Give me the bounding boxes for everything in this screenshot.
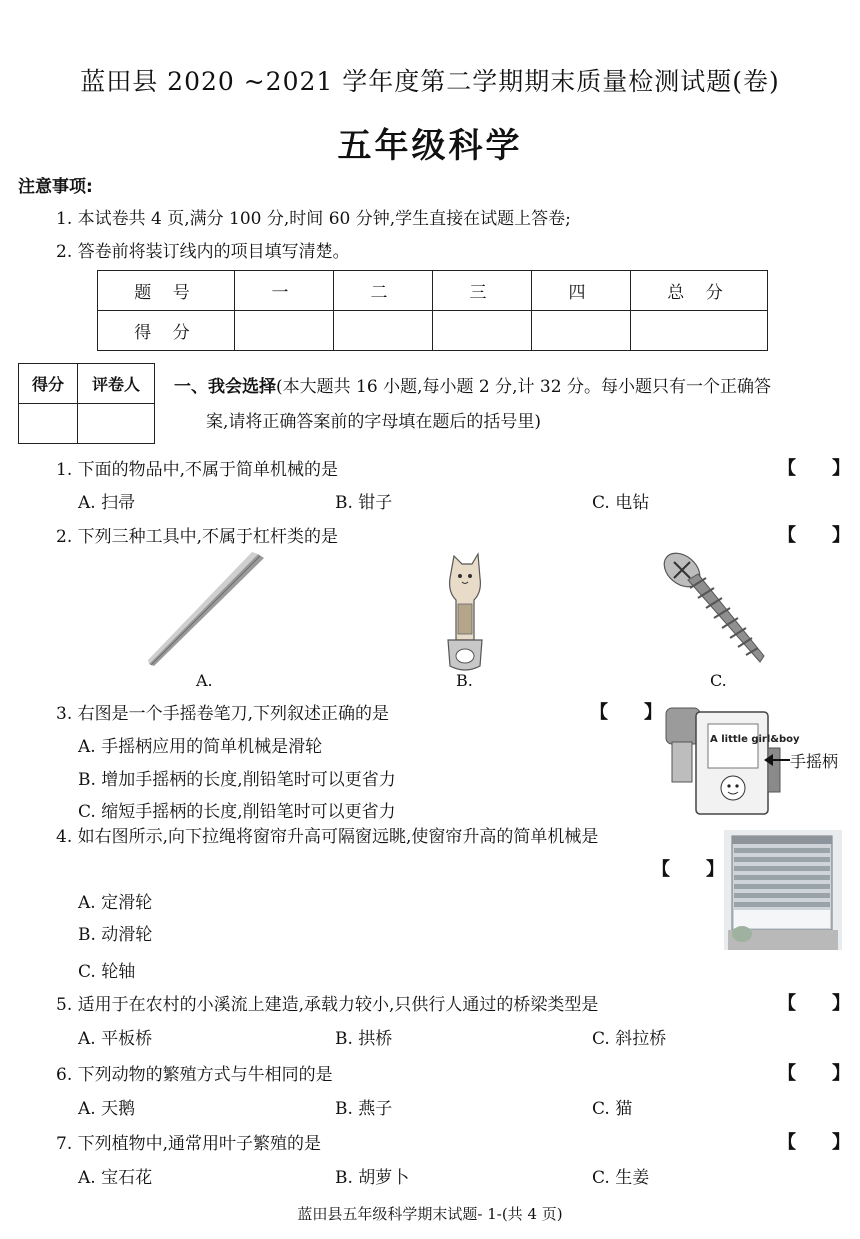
- crank-handle-label: 手摇柄: [790, 752, 839, 771]
- question-3-option-b: B. 增加手摇柄的长度,削铅笔时可以更省力: [78, 770, 396, 790]
- question-4-option-a: A. 定滑轮: [78, 893, 153, 913]
- note-item-2: 2. 答卷前将装订线内的项目填写清楚。: [56, 242, 350, 262]
- question-7-option-a: A. 宝石花: [78, 1168, 153, 1188]
- page-footer: 蓝田县五年级科学期末试题- 1-(共 4 页): [297, 1205, 563, 1223]
- grader-score-input[interactable]: [19, 404, 78, 444]
- question-3-option-c: C. 缩短手摇柄的长度,削铅笔时可以更省力: [78, 802, 396, 822]
- note-item-1: 1. 本试卷共 4 页,满分 100 分,时间 60 分钟,学生直接在试题上答卷;: [56, 209, 571, 229]
- section-1-title: [174, 372, 771, 397]
- score-header-cell: 题 号: [98, 271, 235, 311]
- score-input-cell[interactable]: [532, 311, 631, 351]
- question-2-option-a: A.: [196, 671, 213, 690]
- question-1-option-c: C. 电钻: [592, 493, 650, 513]
- score-header-cell: 四: [532, 271, 631, 311]
- question-7-answer-bracket[interactable]: 【 】: [778, 1132, 850, 1153]
- score-input-cell[interactable]: [433, 311, 532, 351]
- question-7-option-b: B. 胡萝卜: [335, 1168, 410, 1188]
- question-2-answer-bracket[interactable]: 【 】: [778, 525, 850, 546]
- question-5-stem: 5. 适用于在农村的小溪流上建造,承载力较小,只供行人通过的桥梁类型是: [56, 995, 599, 1015]
- grader-box: [18, 363, 155, 444]
- exam-subject: 五年级科学: [337, 126, 523, 166]
- screw-image: [660, 548, 780, 672]
- score-table-score-row: [98, 311, 768, 351]
- score-header-cell: 二: [334, 271, 433, 311]
- score-header-cell: 三: [433, 271, 532, 311]
- question-5-option-b: B. 拱桥: [335, 1029, 393, 1049]
- score-header-cell: 总 分: [631, 271, 768, 311]
- question-4-option-c: C. 轮轴: [78, 962, 136, 982]
- section-1-title-line1: (本大题共 16 小题,每小题 2 分,计 32 分。每小题只有一个正确答: [276, 377, 771, 397]
- question-3-stem: 3. 右图是一个手摇卷笔刀,下列叙述正确的是: [56, 704, 390, 724]
- question-1-answer-bracket[interactable]: 【 】: [778, 458, 850, 479]
- question-4-option-b: B. 动滑轮: [78, 925, 153, 945]
- exam-title: 蓝田县 2020 ~2021 学年度第二学期期末质量检测试题(卷): [80, 67, 780, 96]
- question-1-stem: 1. 下面的物品中,不属于简单机械的是: [56, 460, 339, 480]
- score-table: [97, 270, 768, 351]
- question-2-option-b: B.: [456, 671, 473, 690]
- grader-name-input[interactable]: [78, 404, 155, 444]
- question-6-answer-bracket[interactable]: 【 】: [778, 1063, 850, 1084]
- score-input-cell[interactable]: [334, 311, 433, 351]
- question-1-option-b: B. 钳子: [335, 493, 393, 513]
- question-6-option-a: A. 天鹅: [78, 1099, 136, 1119]
- score-row-label: 得 分: [98, 311, 235, 351]
- tweezers-image: [140, 548, 270, 673]
- question-5-answer-bracket[interactable]: 【 】: [778, 993, 850, 1014]
- question-3-option-a: A. 手摇柄应用的简单机械是滑轮: [78, 737, 323, 757]
- question-4-answer-bracket[interactable]: 【 】: [652, 859, 724, 880]
- question-6-stem: 6. 下列动物的繁殖方式与牛相同的是: [56, 1065, 333, 1085]
- bottle-opener-image: [418, 548, 510, 676]
- section-1-title-bold: 一、我会选择: [174, 377, 276, 397]
- question-4-stem: 4. 如右图所示,向下拉绳将窗帘升高可隔窗远眺,使窗帘升高的简单机械是: [56, 827, 599, 847]
- notes-heading: 注意事项:: [18, 177, 93, 197]
- grader-score-label: 得分: [19, 364, 78, 404]
- question-7-stem: 7. 下列植物中,通常用叶子繁殖的是: [56, 1134, 322, 1154]
- sharpener-brand-text: A little girl&boy: [710, 734, 800, 745]
- score-table-header-row: [98, 271, 768, 311]
- question-6-option-b: B. 燕子: [335, 1099, 393, 1119]
- arrow-icon: [764, 752, 790, 768]
- question-5-option-a: A. 平板桥: [78, 1029, 153, 1049]
- score-input-cell[interactable]: [631, 311, 768, 351]
- question-7-option-c: C. 生姜: [592, 1168, 650, 1188]
- window-blind-image: [724, 830, 842, 950]
- score-header-cell: 一: [235, 271, 334, 311]
- score-input-cell[interactable]: [235, 311, 334, 351]
- question-2-stem: 2. 下列三种工具中,不属于杠杆类的是: [56, 527, 339, 547]
- question-1-option-a: A. 扫帚: [78, 493, 136, 513]
- question-5-option-c: C. 斜拉桥: [592, 1029, 667, 1049]
- question-3-answer-bracket[interactable]: 【 】: [590, 702, 662, 723]
- question-2-option-c: C.: [710, 671, 727, 690]
- grader-name-label: 评卷人: [78, 364, 155, 404]
- question-6-option-c: C. 猫: [592, 1099, 633, 1119]
- section-1-title-line2: 案,请将正确答案前的字母填在题后的括号里): [206, 412, 542, 432]
